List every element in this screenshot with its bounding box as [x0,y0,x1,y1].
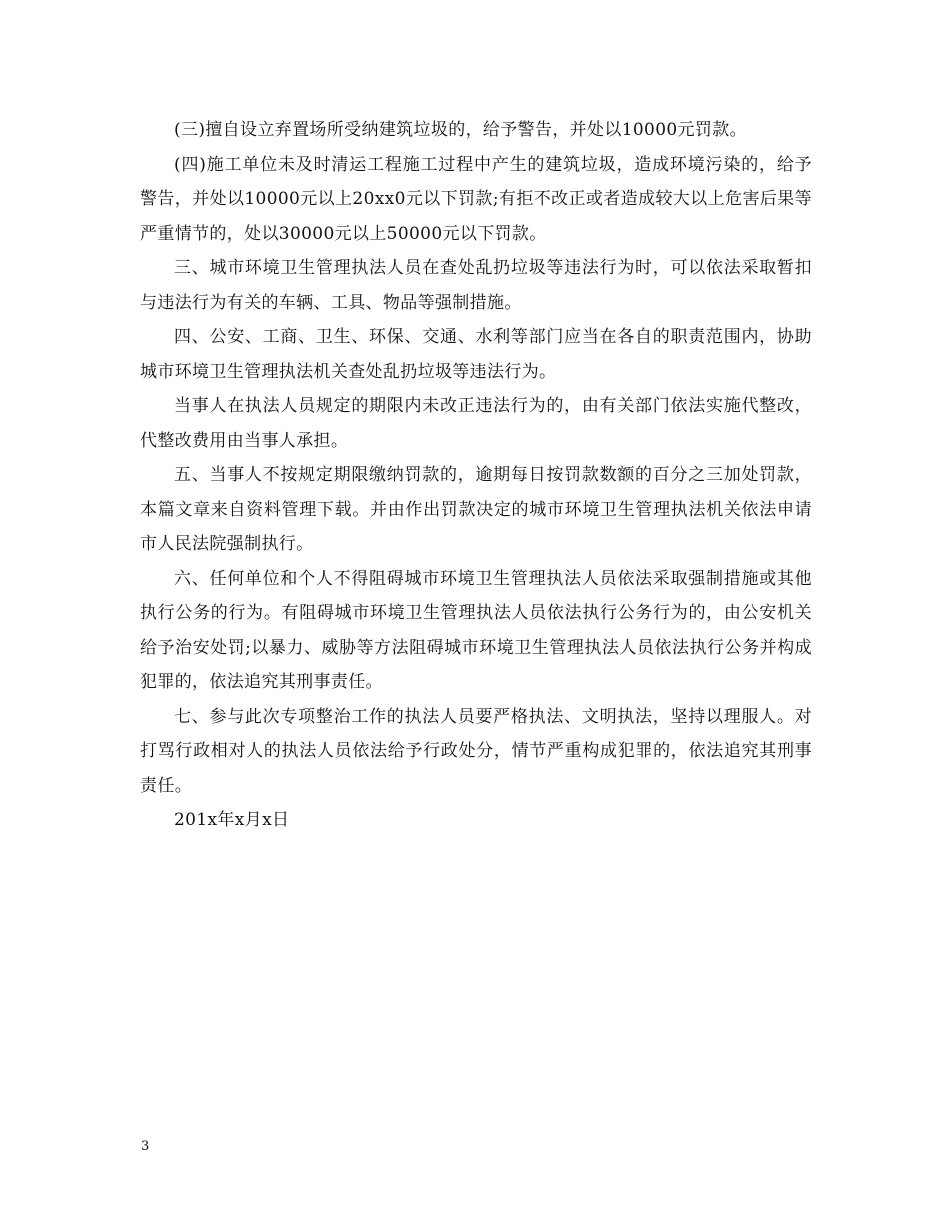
document-date: 201x年x月x日 [174,810,290,830]
paragraph-clause-4: (四)施工单位未及时清运工程施工过程中产生的建筑垃圾，造成环境污染的，给予警告，并处以10000元以上20xx0元以下罚款;有拒不改正或者造成较大以上危害后果等严重情节的，处以30000元以上50000元以下罚款。 [140,154,812,244]
paragraph-section-7: 七、参与此次专项整治工作的执法人员要严格执法、文明执法，坚持以理服人。对打骂行政相对人的执法人员依法给予行政处分，情节严重构成犯罪的，依法追究其刑事责任。 [140,706,812,796]
paragraph-section-6: 六、任何单位和个人不得阻碍城市环境卫生管理执法人员依法采取强制措施或其他执行公务的行为。有阻碍城市环境卫生管理执法人员依法执行公务行为的，由公安机关给予治安处罚;以暴力、威胁等方法阻碍城市环境卫生管理执法人员依法执行公务并构成犯罪的，依法追究其刑事责任。 [140,568,812,692]
page-number: 3 [141,1139,150,1154]
paragraph-section-3: 三、城市环境卫生管理执法人员在查处乱扔垃圾等违法行为时，可以依法采取暂扣与违法行为有关的车辆、工具、物品等强制措施。 [140,258,812,313]
paragraph-section-4: 四、公安、工商、卫生、环保、交通、水利等部门应当在各自的职责范围内，协助城市环境卫生管理执法机关查处乱扔垃圾等违法行为。 [140,327,812,382]
paragraph-clause-3: (三)擅自设立弃置场所受纳建筑垃圾的，给予警告，并处以10000元罚款。 [174,120,747,140]
document-body [140,113,812,838]
paragraph-section-5: 五、当事人不按规定期限缴纳罚款的，逾期每日按罚款数额的百分之三加处罚款，本篇文章来自资料管理下载。并由作出罚款决定的城市环境卫生管理执法机关依法申请市人民法院强制执行。 [140,465,812,554]
paragraph-section-4-supplement: 当事人在执法人员规定的期限内未改正违法行为的，由有关部门依法实施代整改，代整改费用由当事人承担。 [140,396,812,451]
